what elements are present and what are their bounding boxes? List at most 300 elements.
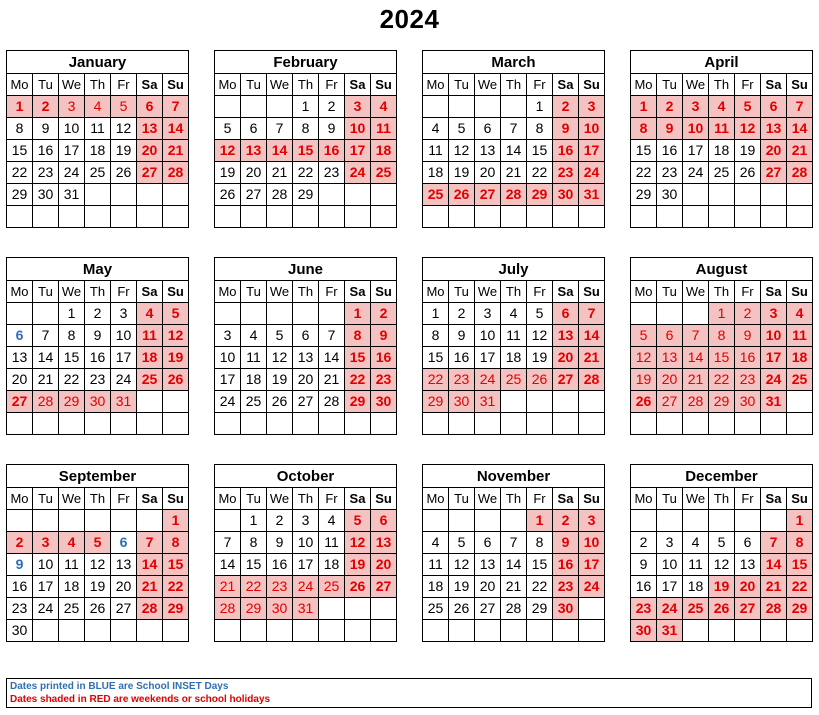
day-cell: 19 [449, 162, 475, 184]
day-cell: 26 [449, 598, 475, 620]
day-cell: 7 [787, 96, 813, 118]
weekday-header: Su [163, 281, 189, 303]
day-cell: 11 [85, 118, 111, 140]
day-cell: 3 [475, 303, 501, 325]
day-cell: 9 [267, 532, 293, 554]
day-cell: 11 [423, 140, 449, 162]
month-july [422, 257, 605, 443]
day-cell: 1 [345, 303, 371, 325]
empty-cell [163, 184, 189, 206]
month-december [630, 464, 813, 650]
weekday-header: Su [787, 281, 813, 303]
empty-cell [33, 206, 59, 228]
day-cell: 14 [683, 347, 709, 369]
day-cell: 3 [657, 532, 683, 554]
empty-cell [241, 620, 267, 642]
empty-cell [449, 413, 475, 435]
legend-box [6, 678, 812, 708]
day-cell: 15 [527, 554, 553, 576]
weekday-header: Tu [33, 74, 59, 96]
weekday-header: Mo [215, 488, 241, 510]
month-november [422, 464, 605, 650]
weekday-header: We [59, 281, 85, 303]
day-cell: 21 [215, 576, 241, 598]
day-cell: 17 [293, 554, 319, 576]
weekday-header: Fr [319, 74, 345, 96]
day-cell: 2 [657, 96, 683, 118]
empty-cell [59, 510, 85, 532]
weekday-header: Th [85, 74, 111, 96]
day-cell: 17 [579, 140, 605, 162]
day-cell: 21 [501, 162, 527, 184]
empty-cell [241, 413, 267, 435]
weekday-header: Mo [423, 74, 449, 96]
day-cell: 24 [215, 391, 241, 413]
day-cell: 28 [267, 184, 293, 206]
day-cell: 29 [527, 184, 553, 206]
day-cell: 25 [683, 598, 709, 620]
day-cell: 28 [501, 184, 527, 206]
day-cell: 23 [553, 576, 579, 598]
day-cell: 17 [345, 140, 371, 162]
empty-cell [215, 303, 241, 325]
day-cell: 19 [735, 140, 761, 162]
empty-cell [449, 620, 475, 642]
day-cell: 30 [631, 620, 657, 642]
empty-cell [761, 413, 787, 435]
day-cell: 22 [59, 369, 85, 391]
day-cell: 13 [137, 118, 163, 140]
day-cell: 18 [137, 347, 163, 369]
empty-cell [215, 206, 241, 228]
month-name: April [631, 51, 813, 74]
day-cell: 27 [761, 162, 787, 184]
day-cell: 25 [85, 162, 111, 184]
day-cell: 14 [319, 347, 345, 369]
weekday-header: Mo [423, 281, 449, 303]
empty-cell [735, 413, 761, 435]
day-cell: 8 [631, 118, 657, 140]
day-cell: 3 [579, 96, 605, 118]
empty-cell [683, 620, 709, 642]
day-cell: 30 [553, 184, 579, 206]
day-cell: 31 [111, 391, 137, 413]
day-cell: 23 [371, 369, 397, 391]
empty-cell [709, 413, 735, 435]
day-cell: 21 [579, 347, 605, 369]
day-cell: 31 [59, 184, 85, 206]
month-name: July [423, 258, 605, 281]
day-cell: 12 [449, 554, 475, 576]
day-cell: 13 [761, 118, 787, 140]
day-cell: 22 [7, 162, 33, 184]
empty-cell [423, 620, 449, 642]
day-cell: 28 [163, 162, 189, 184]
day-cell: 18 [371, 140, 397, 162]
day-cell: 19 [345, 554, 371, 576]
day-cell: 15 [241, 554, 267, 576]
empty-cell [267, 303, 293, 325]
day-cell: 1 [241, 510, 267, 532]
month-name: November [423, 465, 605, 488]
day-cell: 4 [241, 325, 267, 347]
day-cell: 1 [527, 96, 553, 118]
day-cell: 25 [59, 598, 85, 620]
day-cell: 31 [579, 184, 605, 206]
day-cell: 29 [241, 598, 267, 620]
day-cell: 12 [267, 347, 293, 369]
empty-cell [579, 413, 605, 435]
day-cell: 24 [579, 162, 605, 184]
day-cell: 14 [137, 554, 163, 576]
day-cell: 29 [527, 598, 553, 620]
month-march [422, 50, 605, 236]
day-cell: 18 [787, 347, 813, 369]
day-cell: 1 [7, 96, 33, 118]
empty-cell [761, 620, 787, 642]
day-cell: 11 [137, 325, 163, 347]
weekday-header: Th [501, 488, 527, 510]
day-cell: 28 [33, 391, 59, 413]
empty-cell [137, 206, 163, 228]
day-cell: 12 [111, 118, 137, 140]
day-cell: 30 [33, 184, 59, 206]
day-cell: 20 [7, 369, 33, 391]
day-cell: 24 [579, 576, 605, 598]
day-cell: 10 [475, 325, 501, 347]
month-name: August [631, 258, 813, 281]
day-cell: 11 [683, 554, 709, 576]
weekday-header: Mo [215, 74, 241, 96]
day-cell: 20 [553, 347, 579, 369]
day-cell: 23 [7, 598, 33, 620]
empty-cell [267, 413, 293, 435]
day-cell: 18 [59, 576, 85, 598]
day-cell: 1 [787, 510, 813, 532]
day-cell: 13 [7, 347, 33, 369]
day-cell: 22 [631, 162, 657, 184]
month-name: February [215, 51, 397, 74]
day-cell: 8 [163, 532, 189, 554]
empty-cell [215, 413, 241, 435]
day-cell: 10 [59, 118, 85, 140]
day-cell: 9 [631, 554, 657, 576]
day-cell: 7 [33, 325, 59, 347]
day-cell: 27 [7, 391, 33, 413]
day-cell: 19 [631, 369, 657, 391]
day-cell: 21 [137, 576, 163, 598]
day-cell: 16 [553, 554, 579, 576]
day-cell: 12 [631, 347, 657, 369]
day-cell: 4 [787, 303, 813, 325]
empty-cell [709, 184, 735, 206]
empty-cell [7, 413, 33, 435]
empty-cell [501, 413, 527, 435]
empty-cell [59, 206, 85, 228]
day-cell: 9 [33, 118, 59, 140]
day-cell: 11 [59, 554, 85, 576]
day-cell: 9 [85, 325, 111, 347]
empty-cell [709, 620, 735, 642]
day-cell: 21 [163, 140, 189, 162]
empty-cell [33, 510, 59, 532]
day-cell: 5 [85, 532, 111, 554]
empty-cell [293, 206, 319, 228]
day-cell: 3 [683, 96, 709, 118]
day-cell: 25 [787, 369, 813, 391]
weekday-header: Sa [761, 488, 787, 510]
weekday-header: Tu [241, 281, 267, 303]
day-cell: 30 [85, 391, 111, 413]
day-cell: 28 [215, 598, 241, 620]
empty-cell [241, 96, 267, 118]
day-cell: 16 [657, 140, 683, 162]
weekday-header: Su [371, 281, 397, 303]
empty-cell [683, 184, 709, 206]
empty-cell [735, 206, 761, 228]
weekday-header: Su [371, 74, 397, 96]
empty-cell [85, 184, 111, 206]
weekday-header: Fr [527, 281, 553, 303]
empty-cell [85, 620, 111, 642]
day-cell: 7 [761, 532, 787, 554]
empty-cell [163, 620, 189, 642]
empty-cell [501, 510, 527, 532]
empty-cell [345, 206, 371, 228]
weekday-header: Th [293, 74, 319, 96]
day-cell: 24 [657, 598, 683, 620]
day-cell: 21 [33, 369, 59, 391]
day-cell: 31 [475, 391, 501, 413]
day-cell: 1 [709, 303, 735, 325]
day-cell: 7 [163, 96, 189, 118]
day-cell: 9 [7, 554, 33, 576]
day-cell: 17 [215, 369, 241, 391]
empty-cell [735, 184, 761, 206]
month-name: September [7, 465, 189, 488]
weekday-header: Th [709, 488, 735, 510]
weekday-header: We [267, 74, 293, 96]
empty-cell [111, 206, 137, 228]
empty-cell [241, 303, 267, 325]
month-april [630, 50, 813, 236]
empty-cell [137, 391, 163, 413]
day-cell: 23 [319, 162, 345, 184]
calendar-title: 2024 [379, 4, 440, 34]
weekday-header: Th [709, 74, 735, 96]
day-cell: 11 [423, 554, 449, 576]
weekday-header: Mo [631, 281, 657, 303]
day-cell: 27 [657, 391, 683, 413]
day-cell: 9 [553, 118, 579, 140]
empty-cell [501, 391, 527, 413]
weekday-header: Mo [631, 488, 657, 510]
empty-cell [657, 303, 683, 325]
empty-cell [553, 206, 579, 228]
empty-cell [33, 413, 59, 435]
day-cell: 4 [709, 96, 735, 118]
day-cell: 24 [33, 598, 59, 620]
weekday-header: Su [579, 488, 605, 510]
empty-cell [683, 413, 709, 435]
day-cell: 15 [423, 347, 449, 369]
day-cell: 11 [241, 347, 267, 369]
day-cell: 14 [761, 554, 787, 576]
empty-cell [787, 620, 813, 642]
day-cell: 2 [267, 510, 293, 532]
day-cell: 21 [319, 369, 345, 391]
empty-cell [7, 303, 33, 325]
weekday-header: Sa [761, 74, 787, 96]
day-cell: 25 [709, 162, 735, 184]
day-cell: 3 [579, 510, 605, 532]
weekday-header: We [59, 74, 85, 96]
day-cell: 28 [787, 162, 813, 184]
day-cell: 11 [501, 325, 527, 347]
day-cell: 7 [501, 532, 527, 554]
day-cell: 1 [631, 96, 657, 118]
empty-cell [761, 206, 787, 228]
empty-cell [527, 391, 553, 413]
day-cell: 4 [501, 303, 527, 325]
day-cell: 5 [267, 325, 293, 347]
weekday-header: Fr [111, 488, 137, 510]
empty-cell [475, 413, 501, 435]
day-cell: 8 [7, 118, 33, 140]
empty-cell [345, 413, 371, 435]
day-cell: 9 [449, 325, 475, 347]
day-cell: 24 [761, 369, 787, 391]
weekday-header: Fr [111, 281, 137, 303]
day-cell: 2 [7, 532, 33, 554]
day-cell: 20 [475, 576, 501, 598]
empty-cell [33, 620, 59, 642]
weekday-header: Su [579, 281, 605, 303]
day-cell: 27 [371, 576, 397, 598]
weekday-header: Sa [553, 488, 579, 510]
weekday-header: Sa [553, 281, 579, 303]
day-cell: 21 [787, 140, 813, 162]
day-cell: 3 [215, 325, 241, 347]
weekday-header: Fr [735, 488, 761, 510]
day-cell: 16 [267, 554, 293, 576]
day-cell: 4 [683, 532, 709, 554]
day-cell: 26 [735, 162, 761, 184]
day-cell: 2 [85, 303, 111, 325]
day-cell: 27 [553, 369, 579, 391]
day-cell: 9 [735, 325, 761, 347]
month-name: May [7, 258, 189, 281]
day-cell: 17 [111, 347, 137, 369]
day-cell: 28 [501, 598, 527, 620]
day-cell: 14 [215, 554, 241, 576]
day-cell: 14 [267, 140, 293, 162]
day-cell: 17 [475, 347, 501, 369]
day-cell: 12 [735, 118, 761, 140]
day-cell: 11 [319, 532, 345, 554]
empty-cell [345, 598, 371, 620]
day-cell: 25 [501, 369, 527, 391]
day-cell: 16 [319, 140, 345, 162]
month-may [6, 257, 189, 443]
day-cell: 26 [267, 391, 293, 413]
empty-cell [527, 620, 553, 642]
weekday-header: Tu [449, 74, 475, 96]
day-cell: 27 [241, 184, 267, 206]
weekday-header: Th [709, 281, 735, 303]
day-cell: 12 [215, 140, 241, 162]
day-cell: 6 [111, 532, 137, 554]
day-cell: 22 [241, 576, 267, 598]
day-cell: 1 [423, 303, 449, 325]
empty-cell [85, 510, 111, 532]
empty-cell [319, 303, 345, 325]
weekday-header: Su [579, 74, 605, 96]
day-cell: 6 [475, 118, 501, 140]
day-cell: 8 [423, 325, 449, 347]
empty-cell [709, 206, 735, 228]
day-cell: 20 [657, 369, 683, 391]
empty-cell [709, 510, 735, 532]
day-cell: 30 [657, 184, 683, 206]
weekday-header: Fr [735, 74, 761, 96]
day-cell: 16 [371, 347, 397, 369]
day-cell: 5 [735, 96, 761, 118]
weekday-header: We [267, 488, 293, 510]
empty-cell [475, 206, 501, 228]
day-cell: 4 [423, 532, 449, 554]
empty-cell [579, 206, 605, 228]
day-cell: 7 [137, 532, 163, 554]
day-cell: 27 [475, 184, 501, 206]
day-cell: 5 [631, 325, 657, 347]
empty-cell [683, 510, 709, 532]
day-cell: 10 [215, 347, 241, 369]
day-cell: 24 [293, 576, 319, 598]
month-name: January [7, 51, 189, 74]
empty-cell [163, 206, 189, 228]
day-cell: 29 [59, 391, 85, 413]
day-cell: 13 [735, 554, 761, 576]
day-cell: 30 [7, 620, 33, 642]
day-cell: 12 [345, 532, 371, 554]
day-cell: 10 [579, 532, 605, 554]
day-cell: 6 [371, 510, 397, 532]
empty-cell [267, 620, 293, 642]
day-cell: 27 [137, 162, 163, 184]
weekday-header: Tu [657, 488, 683, 510]
day-cell: 15 [631, 140, 657, 162]
weekday-header: Fr [735, 281, 761, 303]
day-cell: 24 [111, 369, 137, 391]
empty-cell [475, 96, 501, 118]
day-cell: 24 [683, 162, 709, 184]
empty-cell [761, 510, 787, 532]
day-cell: 12 [85, 554, 111, 576]
weekday-header: Tu [241, 74, 267, 96]
day-cell: 16 [449, 347, 475, 369]
day-cell: 15 [787, 554, 813, 576]
day-cell: 16 [553, 140, 579, 162]
day-cell: 29 [787, 598, 813, 620]
day-cell: 29 [423, 391, 449, 413]
day-cell: 5 [215, 118, 241, 140]
day-cell: 2 [553, 510, 579, 532]
day-cell: 31 [293, 598, 319, 620]
empty-cell [215, 96, 241, 118]
day-cell: 4 [423, 118, 449, 140]
day-cell: 15 [163, 554, 189, 576]
